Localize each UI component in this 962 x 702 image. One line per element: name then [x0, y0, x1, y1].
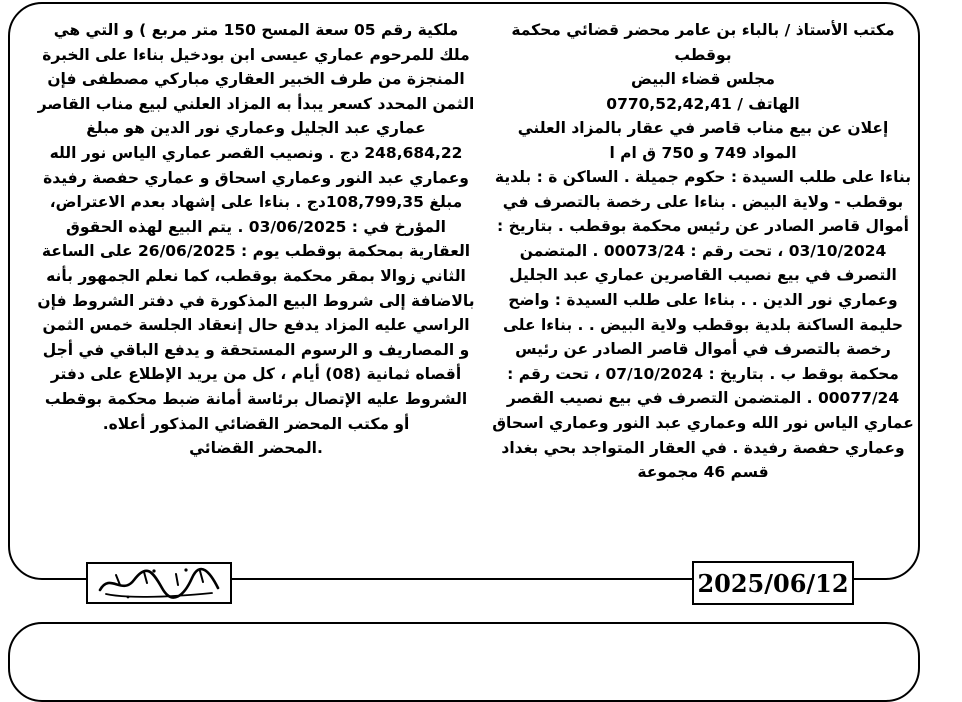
phone-line: الهاتف / 0770,52,42,41 [606, 94, 800, 113]
office-line: مكتب الأستاذ / بالباء بن عامر محضر قضائي محكمة [511, 21, 895, 39]
notice-title: إعلان عن بيع مناب قاصر في عقار بالمزاد العلني [517, 119, 889, 137]
signature-line: .المحضر القضائي [189, 439, 323, 458]
publication-date: 2025/06/12 [692, 561, 854, 605]
notice-body-right: بناءا على طلب السيدة : حكوم جميلة . الساكن ة : بلدية بوقطب - ولاية البيض . بناءا على رخصة بالتصرف في أموال قاصر الصادر عن رئيس محكمة بوقطب . بتاريخ : 03/10/2024 ، تحت رقم : 00073/24 . المتضمن التصرف في بيع نصيب القاصرين عماري عبد الجليل وعماري نور الدين . . بناءا على طلب السيدة : واضح حليمة الساكنة بلدية بوقطب ولاية البيض . . بناءا على رخصة بالتصرف في أموال قاصر الصادر عن رئيس محكمة بوقط ب . بتاريخ : 07/10/2024 ، تحت رقم : 00077/24 . المتضمن التصرف في بيع نصيب القصر عماري الياس نور الله وعماري عبد النور وعماري اسحاق وعماري حفصة رفيدة . في العقار المتواجد بحي بغداد قسم 46 مجموعة [492, 168, 914, 482]
calligraphy-logo-icon [92, 566, 226, 600]
next-notice-frame [8, 622, 920, 702]
council-name: مجلس قضاء البيض [631, 70, 775, 88]
notice-right-column [488, 18, 918, 485]
notice-body-left: ملكية رقم 05 سعة المسح 150 متر مربع ) و التي هي ملك للمرحوم عماري عيسى ابن بودخيل بناءا على الخبرة المنجزة من طرف الخبير العقاري مباركي مصطفى فإن الثمن المحدد كسعر يبدأ به المزاد العلني لبيع مناب القاصر عماري عبد الجليل وعماري نور الدين هو مبلغ 248,684,22 دج . ونصيب القصر عماري الياس نور الله وعماري عبد النور وعماري اسحاق و عماري حفصة رفيدة مبلغ 108,799,35دج . بناءا على إشهاد بعدم الاعتراض، المؤرخ في : 03/06/2025 . يتم البيع لهذه الحقوق العقارية بمحكمة بوقطب يوم : 26/06/2025 على الساعة الثاني زوالا بمقر محكمة بوقطب، كما نعلم الجمهور بأنه بالاضافة إلى شروط البيع المذكورة في دفتر الشروط فإن الراسي عليه المزاد يدفع حال إنعقاد الجلسة خمس الثمن و المصاريف و الرسوم المستحقة و يدفع الباقي في أجل أقصاه ثمانية (08) أيام ، كل من يريد الإطلاع على دفتر الشروط عليه الإتصال برئاسة أمانة ضبط محكمة بوقطب أو مكتب المحضر القضائي المذكور أعلاه. [37, 21, 475, 433]
articles-line: المواد 749 و 750 ق ام ا [609, 143, 797, 162]
office-city: بوقطب [674, 45, 732, 64]
newspaper-logo [86, 562, 232, 604]
notice-frame [8, 2, 920, 580]
notice-left-column [36, 18, 476, 461]
